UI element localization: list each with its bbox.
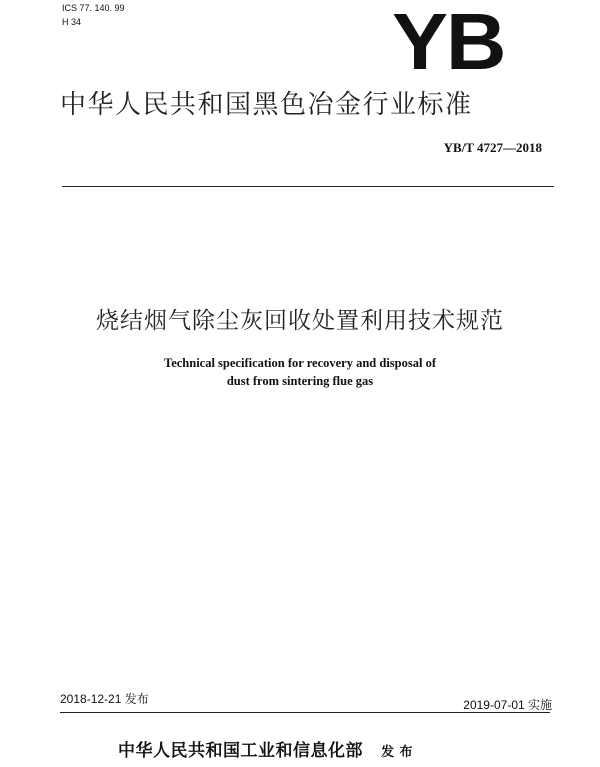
standard-number: YB/T 4727—2018 — [443, 140, 542, 155]
ics-code: ICS 77. 140. 99 — [62, 3, 125, 13]
title-chinese: 烧结烟气除尘灰回收处置利用技术规范 — [96, 308, 504, 334]
issue-date: 2018-12-21 发布 — [60, 692, 149, 706]
header-divider — [62, 186, 554, 187]
implementation-date: 2019-07-01 实施 — [463, 698, 552, 712]
title-english-line1: Technical specification for recovery and disposal of — [164, 356, 436, 370]
title-english — [0, 354, 600, 390]
yb-logo: YB — [392, 0, 505, 86]
footer-divider — [60, 712, 550, 713]
industry-standard-heading: 中华人民共和国黑色冶金行业标准 — [60, 90, 473, 120]
issuer-action: 发 布 — [381, 745, 414, 760]
issuer-name: 中华人民共和国工业和信息化部 — [118, 741, 363, 761]
classification-code: H 34 — [62, 17, 82, 27]
issuer — [118, 736, 413, 761]
title-english-line2: dust from sintering flue gas — [226, 374, 374, 388]
